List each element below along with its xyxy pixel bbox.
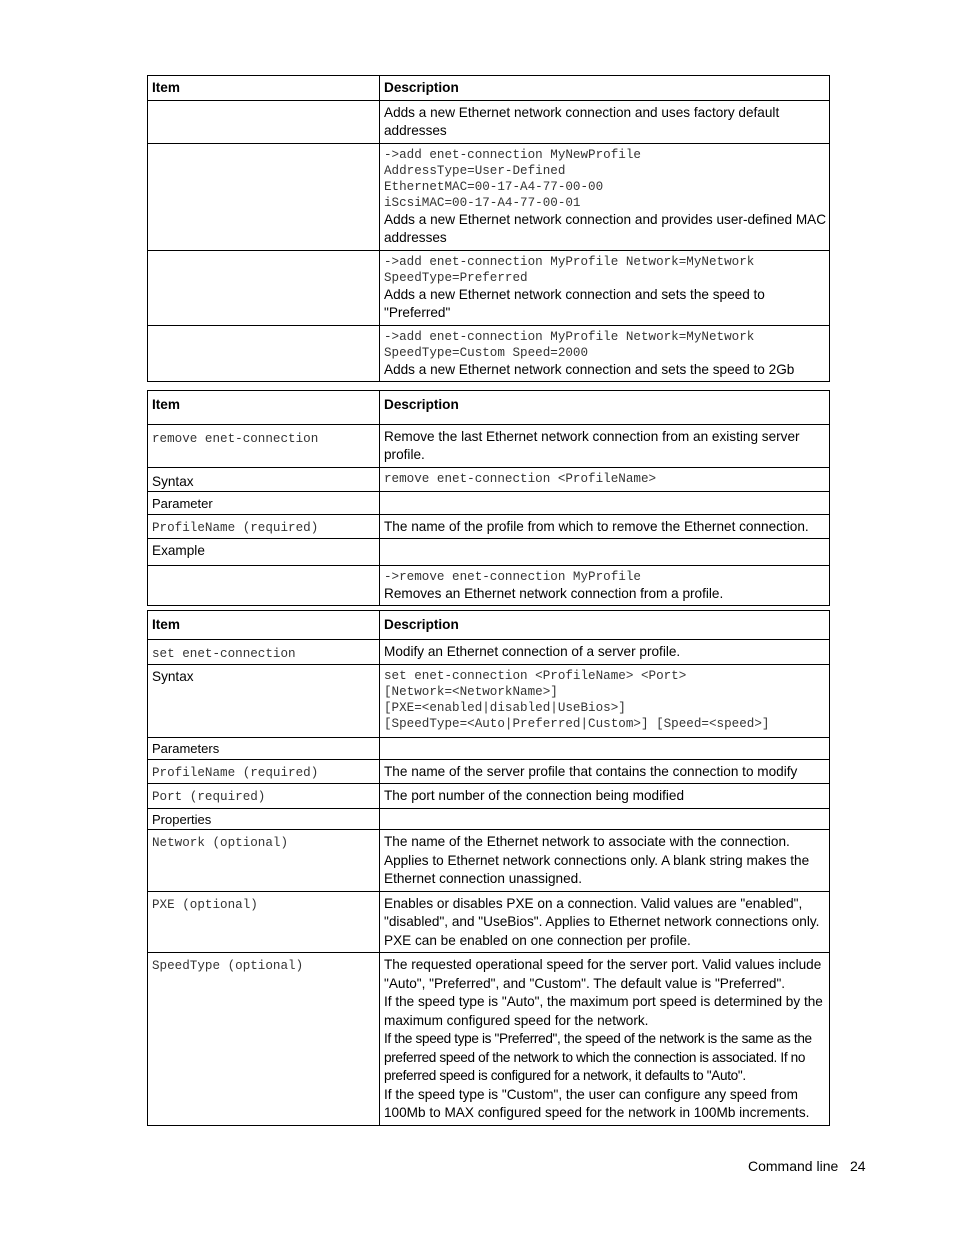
description-text: "Auto", "Preferred", and "Custom". The default value is "Preferred".	[384, 975, 786, 991]
description-text: The name of the profile from which to remove the Ethernet connection.	[384, 518, 809, 534]
item-cell	[148, 639, 380, 665]
parameter-label: Parameter	[148, 492, 380, 515]
item-cell	[148, 830, 380, 892]
table-row	[148, 759, 830, 784]
item-code: SpeedType (optional)	[152, 959, 304, 973]
table-row	[148, 830, 830, 892]
add-enet-examples-table	[147, 75, 830, 382]
item-cell	[148, 891, 380, 953]
table-row	[148, 539, 830, 566]
item-header: Item	[148, 391, 380, 425]
item-cell	[148, 100, 380, 143]
remove-enet-connection-table	[147, 390, 830, 606]
code-line: [Network=<NetworkName>]	[384, 685, 558, 699]
table-row	[148, 514, 830, 539]
description-text: Remove the last Ethernet network connection from an existing server	[384, 428, 800, 444]
description-cell	[380, 492, 830, 515]
description-text: preferred speed is configured for a network, it defaults to "Auto".	[384, 1068, 746, 1083]
description-cell	[380, 467, 830, 492]
footer-section: Command line	[748, 1158, 839, 1174]
description-cell	[380, 325, 830, 382]
code-line: ->add enet-connection MyNewProfile	[384, 147, 641, 162]
description-text: The port number of the connection being modified	[384, 788, 685, 803]
table-header-row	[148, 611, 830, 640]
description-text: Ethernet connection unassigned.	[384, 871, 583, 886]
description-text: The requested operational speed for the server port. Valid values include	[384, 957, 822, 972]
table-row	[148, 492, 830, 515]
description-text: "disabled", and "UseBios". Applies to Ethernet network connections only.	[384, 914, 820, 929]
table-row	[148, 100, 830, 143]
item-cell	[148, 143, 380, 250]
description-text: If the speed type is "Auto", the maximum port speed is determined by the	[384, 994, 823, 1009]
description-text: Applies to Ethernet network connections only. A blank string makes the	[384, 852, 810, 868]
table-row	[148, 467, 830, 492]
description-cell	[380, 953, 830, 1126]
description-text: Adds a new Ethernet network connection and uses factory default	[384, 104, 780, 120]
description-header: Description	[380, 76, 830, 101]
description-header: Description	[380, 391, 830, 425]
description-text: Adds a new Ethernet network connection and provides user-defined MAC	[384, 211, 827, 227]
table-row	[148, 565, 830, 606]
table-row	[148, 891, 830, 953]
code-line: SpeedType=Preferred	[384, 270, 528, 285]
item-header: Item	[148, 611, 380, 640]
description-cell	[380, 808, 830, 830]
item-code: ProfileName (required)	[152, 520, 319, 535]
table-row	[148, 953, 830, 1126]
description-text: maximum configured speed for the network.	[384, 1012, 649, 1028]
description-text: addresses	[384, 123, 447, 138]
description-cell	[380, 514, 830, 539]
item-cell	[148, 250, 380, 325]
table-row	[148, 808, 830, 830]
table-row	[148, 738, 830, 760]
item-code: Port (required)	[152, 790, 266, 804]
code-line: ->remove enet-connection MyProfile	[384, 569, 641, 584]
syntax-label: Syntax	[148, 467, 380, 492]
code-line: AddressType=User-Defined	[384, 163, 566, 178]
description-text: The name of the server profile that contains the connection to modify	[384, 763, 798, 779]
description-header: Description	[380, 611, 830, 640]
example-label: Example	[148, 539, 380, 566]
code-line: SpeedType=Custom Speed=2000	[384, 345, 589, 360]
item-cell	[148, 514, 380, 539]
set-enet-connection-table	[147, 610, 830, 1126]
item-header: Item	[148, 76, 380, 101]
description-cell	[380, 891, 830, 953]
code-line: [PXE=<enabled|disabled|UseBios>]	[384, 701, 626, 715]
description-cell	[380, 143, 830, 250]
description-cell	[380, 424, 830, 467]
syntax-label: Syntax	[148, 665, 380, 738]
description-cell	[380, 784, 830, 809]
code-line: set enet-connection <ProfileName> <Port>	[384, 669, 687, 683]
description-cell	[380, 759, 830, 784]
code-line: EthernetMAC=00-17-A4-77-00-00	[384, 179, 604, 194]
description-cell	[380, 738, 830, 760]
description-text: If the speed type is "Custom", the user can configure any speed from	[384, 1086, 798, 1102]
table-row	[148, 424, 830, 467]
description-text: Removes an Ethernet network connection from a profile.	[384, 585, 724, 601]
description-text: If the speed type is "Preferred", the speed of the network is the same as the	[384, 1031, 812, 1046]
description-text: The name of the Ethernet network to associate with the connection.	[384, 834, 790, 849]
description-cell	[380, 830, 830, 892]
description-text: PXE can be enabled on one connection per profile.	[384, 932, 691, 948]
description-text: preferred speed of the network to which the connection is associated. If no	[384, 1049, 806, 1065]
description-text: addresses	[384, 230, 447, 245]
item-cell	[148, 424, 380, 467]
description-cell	[380, 539, 830, 566]
page-number: 24	[849, 1158, 866, 1174]
item-cell	[148, 953, 380, 1126]
code-line: iScsiMAC=00-17-A4-77-00-01	[384, 195, 581, 210]
description-text: profile.	[384, 447, 425, 462]
description-text: Modify an Ethernet connection of a server profile.	[384, 643, 681, 659]
description-text: "Preferred"	[384, 305, 451, 320]
item-code: set enet-connection	[152, 646, 296, 661]
description-text: 100Mb to MAX configured speed for the network in 100Mb increments.	[384, 1105, 810, 1120]
table-row	[148, 325, 830, 382]
parameters-label: Parameters	[148, 738, 380, 760]
table-header-row	[148, 391, 830, 425]
item-code: Network (optional)	[152, 836, 289, 850]
code-line: [SpeedType=<Auto|Preferred|Custom>] [Speed=<speed>]	[384, 717, 770, 731]
table-row	[148, 250, 830, 325]
description-text: Adds a new Ethernet network connection and sets the speed to	[384, 286, 765, 302]
properties-label: Properties	[148, 808, 380, 830]
code-line: remove enet-connection <ProfileName>	[384, 471, 657, 486]
description-cell	[380, 565, 830, 606]
table-row	[148, 143, 830, 250]
table-row	[148, 784, 830, 809]
item-cell	[148, 565, 380, 606]
description-text: Enables or disables PXE on a connection. Valid values are "enabled",	[384, 895, 803, 911]
item-cell	[148, 759, 380, 784]
description-cell	[380, 250, 830, 325]
item-cell	[148, 784, 380, 809]
code-line: ->add enet-connection MyProfile Network=MyNetwork	[384, 329, 755, 344]
table-row	[148, 639, 830, 665]
item-code: remove enet-connection	[152, 431, 319, 446]
code-line: ->add enet-connection MyProfile Network=MyNetwork	[384, 254, 755, 269]
description-text: Adds a new Ethernet network connection and sets the speed to 2Gb	[384, 361, 795, 377]
page-footer	[748, 1158, 866, 1174]
item-code: ProfileName (required)	[152, 765, 319, 780]
item-cell	[148, 325, 380, 382]
table-header-row	[148, 76, 830, 101]
description-cell	[380, 639, 830, 665]
table-row	[148, 665, 830, 738]
item-code: PXE (optional)	[152, 897, 258, 912]
description-cell	[380, 100, 830, 143]
description-cell	[380, 665, 830, 738]
